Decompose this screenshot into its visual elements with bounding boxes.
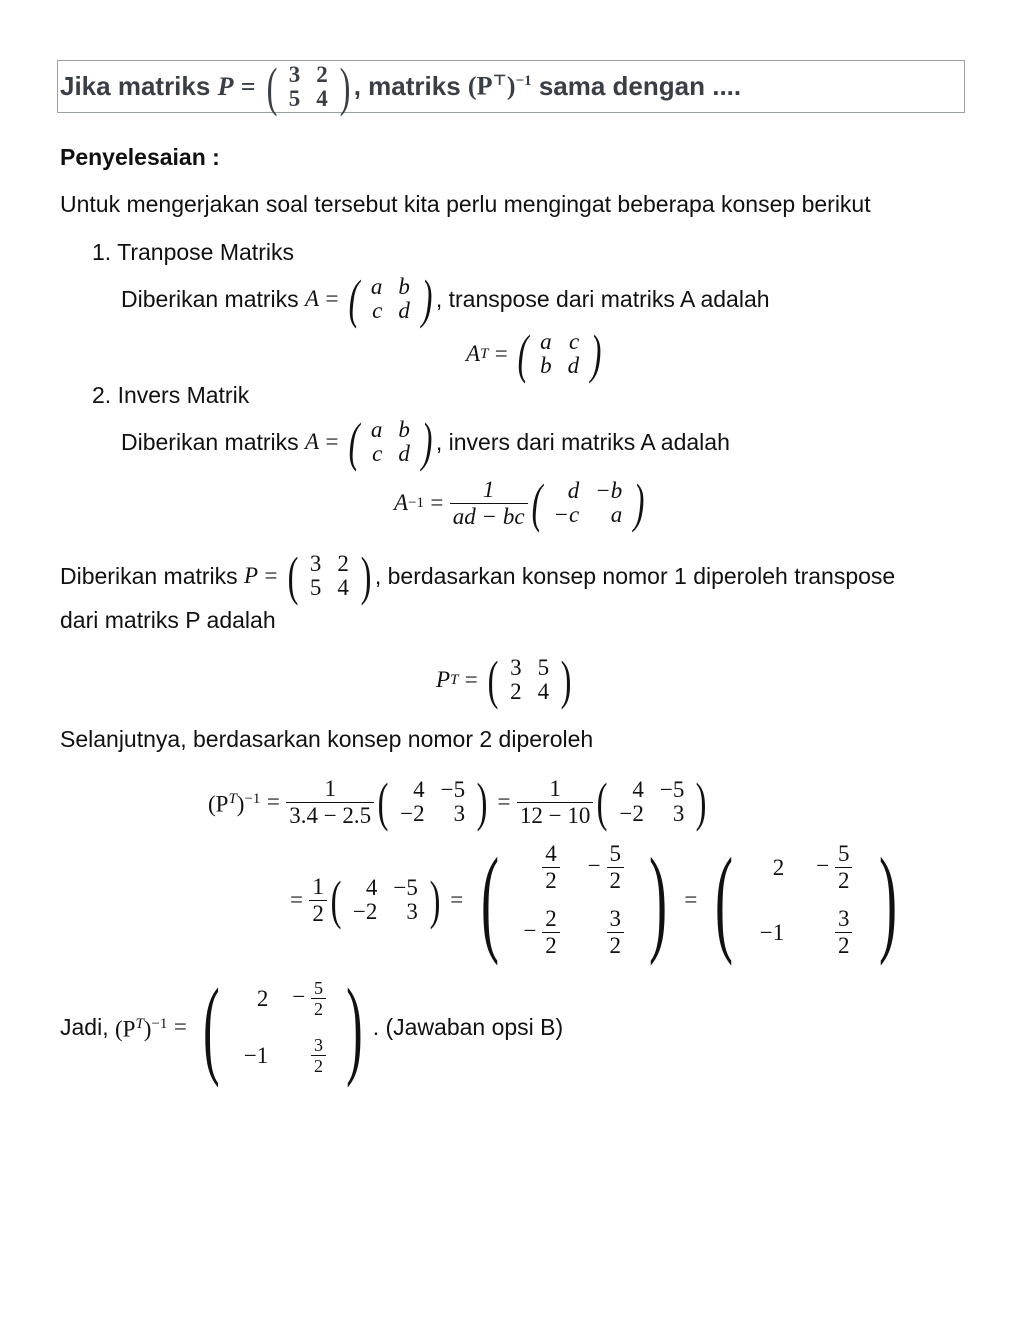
question-mid: , matriks [353,71,461,101]
step2-fraction-3 [309,874,327,927]
fraction-numerator: 3 [837,906,850,931]
question-expression [468,71,532,102]
fraction-numerator: 5 [609,841,622,866]
matrix-cell: 5 [309,575,322,600]
matrix-cell: 2 [510,679,522,704]
equals-sign: = [684,887,698,912]
matrix-cell: 4 [337,575,349,600]
concept1-result [466,326,605,382]
lhs-open: (P [114,1016,136,1042]
fraction-numerator: 5 [314,978,324,998]
matrix-cell: a [370,417,383,442]
minus-sign: − [292,983,306,1009]
concept1-title: 1. Tranpose Matriks [92,239,294,265]
fraction-denominator: 2 [309,900,327,927]
matrix-cell-fraction [311,1035,326,1076]
step2-text: Selanjutnya, berdasarkan konsep nomor 2 diperoleh [60,726,594,752]
matrix-cell: −5 [393,875,418,900]
conclusion-tail: . (Jawaban opsi B) [372,1014,564,1040]
conclusion [60,966,564,1088]
fraction-numerator: 5 [837,841,850,866]
step2-matrix-2: ( 4 −5 −2 3 ) [596,772,707,832]
fraction-denominator: 3.4 − 2.5 [286,802,374,829]
step2-matrix-5: ( 2 − $\frac{5}{2}$ −1 $\frac{3}{2}$ ) [714,833,898,966]
question-lead: Jika matriks [60,71,211,101]
fraction-denominator: 2 [835,867,853,894]
matrix-cell: −2 [400,801,425,826]
fraction-denominator: 2 [607,867,625,894]
minus-sign: − [587,852,601,878]
intro-text: Untuk mengerjakan soal tersebut kita perlu mengingat beberapa konsep berikut [60,191,871,217]
concept1-text-before: Diberikan matriks [121,286,299,312]
matrix-cell: −2 [352,899,378,924]
fraction-numerator: 3 [609,906,622,931]
conclusion-lhs [115,1009,167,1045]
equals-sign: = [325,286,339,311]
matrix-cell: 3 [406,899,418,924]
matrix-cell-fraction [542,906,560,959]
step2-lhs [208,784,260,820]
matrix-cell: 4 [365,875,378,900]
matrix-cell: 3 [309,551,322,576]
conclusion-lead: Jadi, [60,1014,109,1040]
matrix-cell: d [567,478,580,503]
matrix-cell: d [398,298,410,323]
fraction-numerator: 4 [545,841,557,866]
lhs-sup2: −1 [244,791,261,808]
step2-line2 [290,833,908,966]
matrix-cell-fraction [542,841,560,894]
question-var-p: P [217,71,234,101]
matrix-cell: c [372,298,383,323]
fraction-numerator: 1 [312,873,324,899]
matrix-cell: d [398,441,410,466]
result-sup: T [450,672,459,688]
matrix-cell: 5 [537,655,550,680]
step2-matrix-3: ( 4 −5 −2 3 ) [330,870,441,930]
matrix-cell: −c [553,502,580,527]
equals-sign: = [290,887,303,912]
concept1-matrix: ( a b c d ) [348,269,433,329]
result-sup: −1 [408,495,425,511]
fraction-denominator: 2 [311,998,326,1019]
matrix-cell: b [540,353,552,378]
matrix-cell: −1 [759,919,785,945]
equals-sign: = [494,341,508,366]
matrix-cell-fraction [835,841,853,894]
minus-sign: − [816,852,830,878]
step1-text-after: , berdasarkan konsep nomor 1 diperoleh transpose [374,563,896,589]
result-lhs: A [394,490,409,515]
concept2-fraction [450,477,528,530]
fraction-denominator: 2 [607,932,625,959]
concept2-statement [121,414,730,470]
matrix-cell: −5 [440,777,466,802]
matrix-cell: d [567,353,580,378]
minus-sign: − [523,917,537,943]
matrix-cell: 4 [537,679,550,704]
matrix-cell: b [398,417,410,442]
equals-sign: = [173,1014,187,1039]
matrix-cell: a [610,502,623,527]
result-sup: T [480,346,489,362]
step1-matrix: ( 3 2 5 4 ) [287,546,372,606]
concept2-title: 2. Invers Matrik [92,382,250,408]
step2-matrix-4: ( $\frac{4}{2}$ − $\frac{5}{2}$ − $\frac{2}{2}$ $\frac{3}{2}$ ) [480,833,667,966]
equals-sign: = [450,887,464,912]
matrix-cell: b [398,274,410,299]
matrix-cell: 4 [413,777,425,802]
equals-sign: = [430,490,444,515]
concept2-matrix: ( a b c d ) [348,412,433,472]
matrix-cell: 5 [288,85,301,111]
fraction-denominator: 2 [835,932,853,959]
step2-line1 [208,770,710,834]
step1-var: P [244,563,259,588]
concept2-result [394,472,648,534]
expr-sup-inv: −1 [515,73,532,90]
equals-sign: = [266,789,280,814]
fraction-numerator: 1 [549,775,561,801]
lhs-close: ) [236,791,245,817]
fraction-denominator: 2 [542,867,560,894]
step1-line2: dari matriks P adalah [60,607,276,633]
matrix-cell: a [540,329,552,354]
matrix-cell-fraction [311,978,326,1019]
equals-sign: = [325,429,339,454]
fraction-numerator: 1 [482,476,495,502]
matrix-cell: c [568,329,580,354]
matrix-cell: 3 [672,801,685,826]
matrix-cell: −2 [619,801,644,826]
equals-sign: = [240,71,256,101]
concept2-text-before: Diberikan matriks [121,429,299,455]
expr-close: ) [506,71,516,101]
solution-label: Penyelesaian : [60,144,220,170]
fraction-denominator: ad − bc [450,503,528,530]
lhs-sup2: −1 [151,1016,168,1033]
fraction-denominator: 2 [542,932,560,959]
matrix-cell: 2 [256,985,269,1011]
step2-matrix-1: ( 4 −5 −2 3 ) [377,772,488,832]
matrix-cell: 3 [453,801,466,826]
matrix-cell-fraction [835,906,853,959]
equals-sign: = [264,563,278,588]
question-tail: sama dengan .... [538,71,742,101]
concept2-result-matrix: ( d −b −c a ) [531,473,645,533]
lhs-sup: T [228,791,237,808]
fraction-numerator: 1 [324,775,336,801]
matrix-cell: −b [595,478,623,503]
lhs-sup: T [135,1016,144,1033]
step2-fraction-1 [286,776,374,829]
matrix-cell-fraction [607,906,625,959]
question-matrix-p: ( 3 2 5 4 ) [266,56,351,117]
equals-sign: = [464,667,478,692]
matrix-cell-fraction [607,841,625,894]
result-lhs: A [466,341,481,366]
matrix-cell: 3 [510,655,522,680]
fraction-numerator: 2 [545,906,557,931]
fraction-denominator: 12 − 10 [517,802,593,829]
matrix-cell: 2 [772,854,785,880]
concept1-text-after: , transpose dari matriks A adalah [435,286,770,312]
concept1-var: A [305,286,320,311]
equals-sign: = [497,789,511,814]
fraction-numerator: 3 [314,1035,324,1055]
step1-text-before: Diberikan matriks [60,563,238,589]
matrix-cell: 2 [337,551,349,576]
matrix-cell: 2 [316,61,328,87]
fraction-denominator: 2 [311,1055,326,1076]
matrix-cell: c [372,441,383,466]
matrix-cell: −5 [659,777,685,802]
conclusion-matrix: ( 2 − $\frac{5}{2}$ −1 $\frac{3}{2}$ ) [203,966,363,1088]
concept2-text-after: , invers dari matriks A adalah [435,429,730,455]
matrix-cell: 3 [288,61,301,87]
expr-sup-t: ⊤ [492,73,507,90]
matrix-cell: −1 [243,1042,269,1068]
lhs-open: (P [208,791,229,817]
concept1-statement [121,271,770,327]
matrix-cell: 4 [632,777,644,802]
step2-fraction-2 [517,776,593,829]
step1-result [436,652,575,708]
lhs-close: ) [143,1016,152,1042]
question-text [60,56,742,117]
expr-open: (P [467,71,493,101]
matrix-cell: a [370,274,383,299]
step1-result-matrix: ( 3 5 2 4 ) [487,650,572,710]
concept2-var: A [305,429,320,454]
concept1-result-matrix: ( a c b d ) [517,324,602,384]
matrix-cell: 4 [316,85,328,111]
result-lhs: P [436,667,451,692]
step1-statement [60,548,964,604]
